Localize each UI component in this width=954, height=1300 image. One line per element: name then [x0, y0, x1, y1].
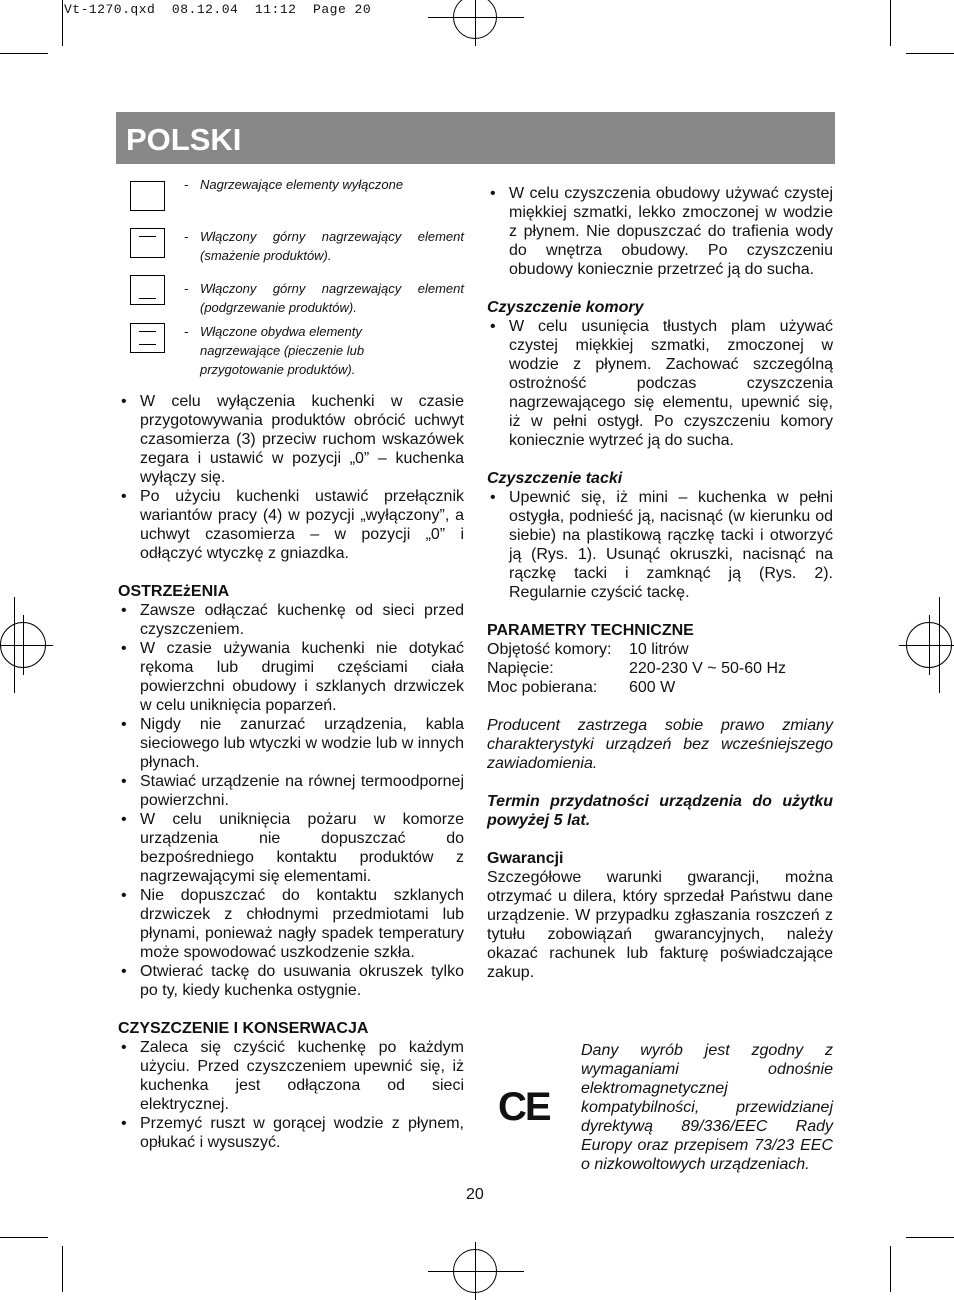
chamber-cleaning-heading: Czyszczenie komory	[487, 299, 644, 316]
warranty-text: Szczegółowe warunki gwarancji, można otrzymać u dilera, który sprzedał Państwu dane urządzenie. W przypadku zgłaszania roszczeń z tytułu zobowiązań gwarancyjnych, należy okazać rachunek lub fakturę poświadczające zakup.	[487, 869, 833, 981]
switch-mode-top-heating: - Włączony górny nagrzewający element (podgrzewanie produktów).	[184, 281, 464, 315]
specs-heading: PARAMETRY TECHNICZNE	[487, 622, 694, 639]
list-item: • W celu czyszczenia obudowy używać czystej miękkiej szmatki, lekko zmoczonej w wodzie z płynem. Nie dopuszczać do trafienia wody do wnętrza obudowy. Po czyszczeniu obudowy koniecznie przetrzeć ją do sucha.	[490, 185, 833, 278]
list-item: • Stawiać urządzenie na równej termoodpornej powierzchni.	[121, 773, 464, 809]
crop-mark	[62, 0, 63, 46]
switch-both-elements-icon	[130, 323, 165, 353]
tray-cleaning-heading: Czyszczenie tacki	[487, 470, 623, 487]
switch-mode-label: Włączony górny nagrzewający element (smażenie produktów).	[200, 229, 464, 263]
list-item: • W czasie używania kuchenki nie dotykać rękoma lub drugimi częściami ciała powierzchni obudowy i szklanych drzwiczek w celu uniknięcia poparzeń.	[121, 640, 464, 714]
right-column	[487, 184, 833, 982]
left-column	[118, 392, 464, 1152]
list-item: • W celu usunięcia tłustych plam używać czystej miękkiej szmatki, zmoczonej w wodzie z płynem. Zachować szczególną ostrożność podczas czyszczenia nagrzewającego się elementu, upewnić się, iż w pełni ostygł. Po czyszczeniu komory koniecznie wytrzeć ją do sucha.	[490, 318, 833, 449]
print-slug: Vt-1270.qxd 08.12.04 11:12 Page 20	[64, 2, 372, 17]
ce-mark-icon: CE	[498, 1085, 550, 1129]
switch-mode-label: Nagrzewające elementy wyłączone	[200, 177, 404, 192]
switch-top-element-icon	[130, 228, 165, 258]
list-item: • Przemyć ruszt w gorącej wodzie z płynem, opłukać i wysuszyć.	[121, 1115, 464, 1151]
list-item: • Upewnić się, iż mini – kuchenka w pełni ostygła, podnieść ją, nacisnąć (w kierunku od siebie) na plastikową rączkę tacki i otworzyć ją (Rys. 1). Usunąć okruszki, nacisnąć na rączkę tacki i zamknąć ją (Rys. 2). Regularnie czyścić tackę.	[490, 489, 833, 601]
warranty-heading: Gwarancji	[487, 850, 564, 867]
switch-mode-label: Włączony górny nagrzewający element (podgrzewanie produktów).	[200, 281, 464, 315]
list-item: • Otwierać tackę do usuwania okruszek tylko po ty, kiedy kuchenka ostygnie.	[121, 963, 464, 999]
list-item: • Nigdy nie zanurzać urządzenia, kabla sieciowego lub wtyczki w wodzie lub w innych płynach.	[121, 716, 464, 771]
switch-mode-off: - Nagrzewające elementy wyłączone	[184, 175, 464, 194]
crop-mark	[0, 53, 48, 54]
registration-mark-top	[453, 0, 497, 39]
spec-row: Napięcie: 220-230 V ~ 50-60 Hz	[487, 660, 786, 677]
registration-mark-bottom	[453, 1249, 497, 1293]
switch-bottom-element-icon	[130, 275, 165, 305]
warnings-heading: OSTRZEżENIA	[118, 583, 230, 600]
crop-mark	[906, 1237, 954, 1238]
switch-mode-top-frying: - Włączony górny nagrzewający element (smażenie produktów).	[184, 229, 464, 263]
registration-mark-right	[906, 622, 952, 668]
crop-mark	[906, 53, 954, 54]
spec-row: Objętość komory: 10 litrów	[487, 641, 689, 658]
disclaimer: Producent zastrzega sobie prawo zmiany charakterystyki urządzeń bez wcześniejszego zawiadomienia.	[487, 717, 833, 772]
page-number: 20	[466, 1186, 484, 1203]
language-banner: POLSKI	[116, 112, 835, 164]
switch-off-icon	[130, 181, 165, 211]
crop-mark	[890, 0, 891, 46]
list-item: • W celu uniknięcia pożaru w komorze urządzenia nie dopuszczać do bezpośredniego kontaktu produktów z nagrzewającymi się elementami.	[121, 811, 464, 885]
cleaning-heading: CZYSZCZENIE I KONSERWACJA	[118, 1020, 369, 1037]
switch-mode-label: Włączone obydwa elementy nagrzewające (pieczenie lub przygotowanie produktów).	[200, 324, 365, 377]
registration-mark-left	[0, 622, 46, 668]
spec-row: Moc pobierana: 600 W	[487, 679, 676, 696]
lifetime-note: Termin przydatności urządzenia do użytku powyżej 5 lat.	[487, 793, 833, 829]
ce-compliance-note: Dany wyrób jest zgodny z wymaganiami odnośnie elektromagnetycznej kompatybilności, przewidzianej dyrektywą 89/336/EEC Rady Europy oraz przepisem 73/23 EEC o nizkowoltowych urządzeniach.	[581, 1042, 833, 1173]
list-item: • Nie dopuszczać do kontaktu szklanych drzwiczek z chłodnymi przedmiotami lub płynami, ponieważ nagły spadek temperatury może spowodować uszkodzenie szkła.	[121, 887, 464, 961]
crop-mark	[890, 1246, 891, 1292]
switch-mode-both: - Włączone obydwa elementy nagrzewające (pieczenie lub przygotowanie produktów).	[184, 322, 444, 379]
crop-mark	[62, 1246, 63, 1292]
list-item: • W celu wyłączenia kuchenki w czasie przygotowywania produktów obrócić uchwyt czasomierza (3) przeciw ruchom wskazówek zegara i ustawić w pozycji „0” – kuchenka wyłączy się.	[121, 393, 464, 486]
crop-mark	[0, 1237, 48, 1238]
list-item: • Zaleca się czyścić kuchenkę po każdym użyciu. Przed czyszczeniem upewnić się, iż kuchenka jest odłączona od sieci elektrycznej.	[121, 1039, 464, 1113]
list-item: • Zawsze odłączać kuchenkę od sieci przed czyszczeniem.	[121, 602, 464, 638]
list-item: • Po użyciu kuchenki ustawić przełącznik wariantów pracy (4) w pozycji „wyłączony”, a uchwyt czasomierza – w pozycji „0” i odłączyć wtyczkę z gniazdka.	[121, 488, 464, 562]
